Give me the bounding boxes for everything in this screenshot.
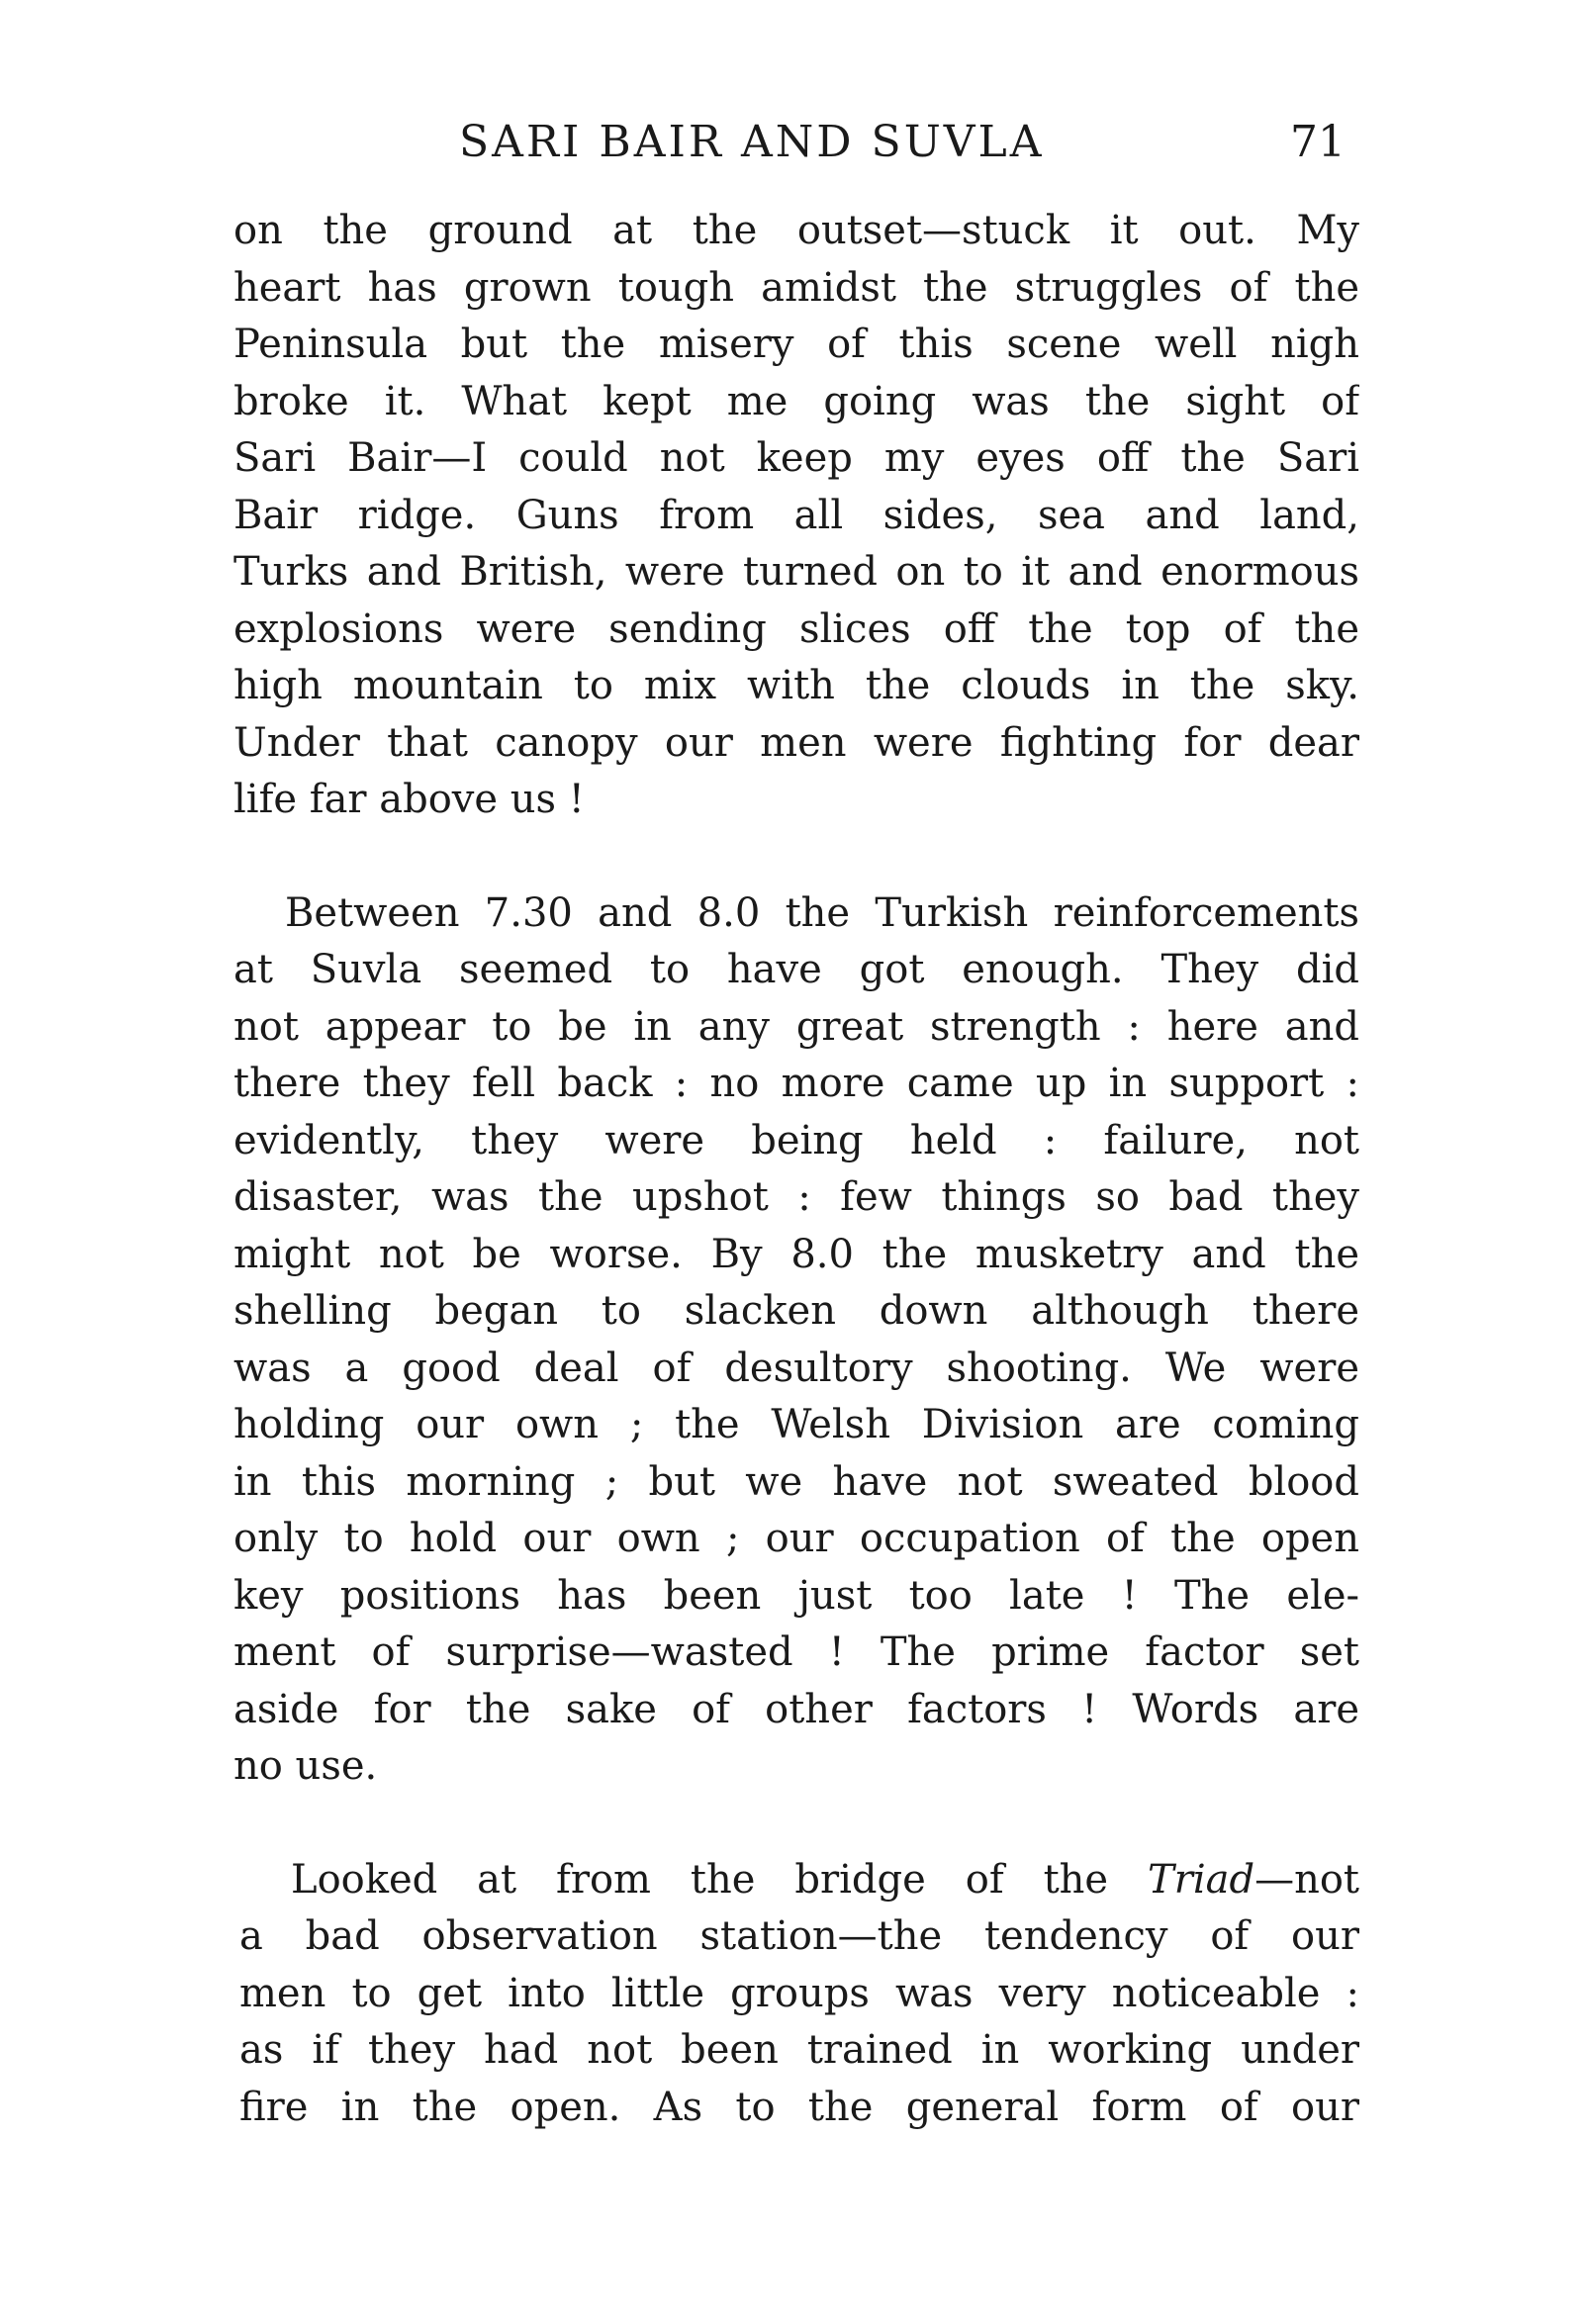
text-run: Looked at from the bridge of the: [291, 1856, 1149, 1903]
paragraph-1: [233, 203, 1359, 829]
text-line: a bad observation station—the tendency of our: [239, 1913, 1359, 1959]
text-line: high mountain to mix with the clouds in the sky.: [233, 663, 1359, 708]
running-title: SARI BAIR AND SUVLA: [459, 117, 1045, 167]
text-line: heart has grown tough amidst the struggles of the: [233, 264, 1359, 311]
text-line: might not be worse. By 8.0 the musketry and the: [233, 1231, 1359, 1277]
text-line: not appear to be in any great strength : here and: [233, 1003, 1359, 1050]
text-line: in this morning ; but we have not sweated blood: [233, 1458, 1359, 1505]
text-line: at Suvla seemed to have got enough. They did: [233, 947, 1359, 992]
text-line: men to get into little groups was very noticeable :: [239, 1970, 1359, 2016]
body-text: [233, 203, 1359, 2136]
text-line: Sari Bair—I could not keep my eyes off the Sari: [233, 435, 1359, 481]
text-line: there they fell back : no more came up in support :: [233, 1061, 1359, 1106]
text-line: broke it. What kept me going was the sight of: [233, 378, 1359, 424]
text-line: was a good deal of desultory shooting. We were: [233, 1345, 1359, 1391]
text-line: fire in the open. As to the general form of our: [239, 2084, 1359, 2130]
text-line: shelling began to slacken down although there: [233, 1288, 1359, 1334]
text-run: —not: [1254, 1856, 1359, 1903]
text-line: only to hold our own ; our occupation of the open: [233, 1516, 1359, 1561]
paragraph-2: [233, 885, 1359, 1796]
text-line: holding our own ; the Welsh Division are coming: [233, 1402, 1359, 1447]
text-line: aside for the sake of other factors ! Words are: [233, 1686, 1359, 1732]
text-line: Bair ridge. Guns from all sides, sea and land,: [233, 492, 1359, 538]
text-line: Between 7.30 and 8.0 the Turkish reinforcements: [285, 889, 1359, 936]
text-line: Under that canopy our men were fighting for dear: [233, 719, 1359, 766]
text-line: on the ground at the outset—stuck it out. My: [233, 208, 1359, 253]
text-line: evidently, they were being held : failure, not: [233, 1117, 1359, 1163]
text-line: life far above us !: [233, 777, 585, 822]
text-line: [233, 1852, 1359, 1909]
text-line: Turks and British, were turned on to it and enormous: [233, 549, 1359, 595]
text-line: key positions has been just too late ! The ele-: [233, 1572, 1359, 1619]
running-head: [233, 117, 1359, 176]
text-line: no use.: [233, 1743, 378, 1789]
paragraph-3: [233, 1852, 1359, 2137]
text-line: explosions were sending slices off the top of the: [233, 605, 1359, 652]
text-line: Peninsula but the misery of this scene well nigh: [233, 322, 1359, 367]
text-line: as if they had not been trained in working under: [239, 2027, 1359, 2073]
ship-name-italic: Triad: [1148, 1856, 1255, 1903]
text-line: disaster, was the upshot : few things so bad they: [233, 1174, 1359, 1220]
text-line: ment of surprise—wasted ! The prime factor set: [233, 1629, 1359, 1675]
page-number: 71: [1290, 117, 1346, 167]
